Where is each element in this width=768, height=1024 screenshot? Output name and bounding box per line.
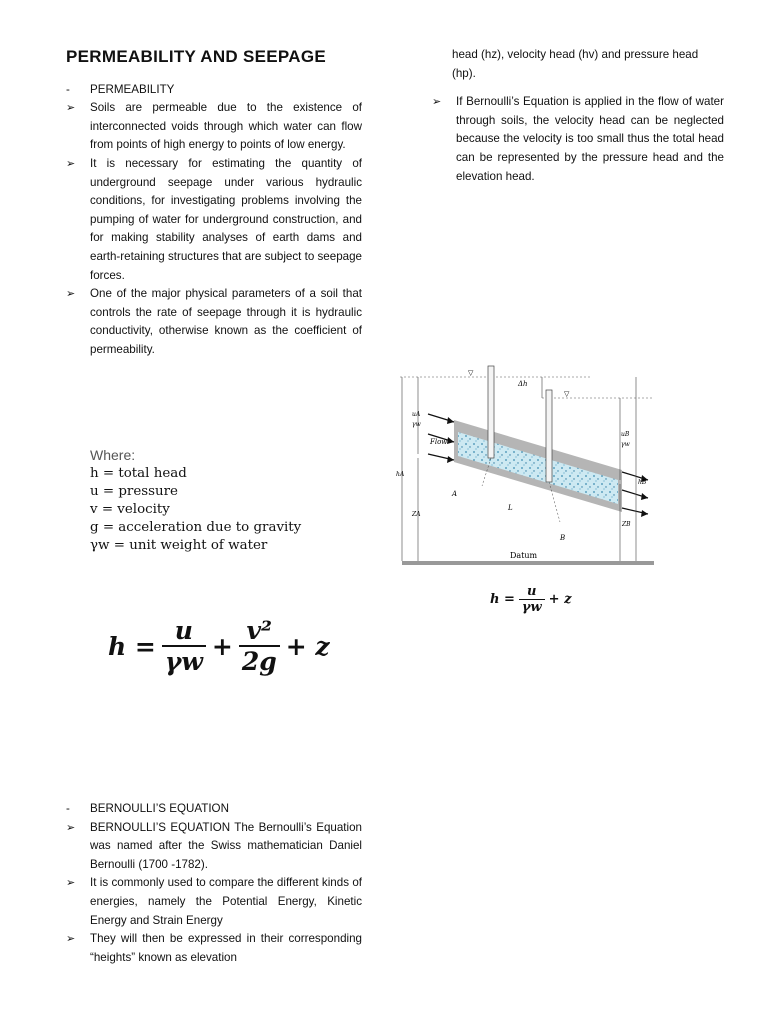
bernoulli-equation: [108, 616, 330, 676]
datum-base: [402, 561, 654, 565]
seepage-diagram: [392, 362, 664, 574]
where-legend: [90, 446, 301, 555]
length-label: L: [508, 504, 513, 512]
pressure-head-fraction: [519, 584, 545, 615]
flow-arrow-head: [447, 417, 454, 424]
frac-denominator: 2g: [241, 647, 277, 676]
legend-item: u = pressure: [90, 484, 178, 499]
point-b-label: B: [560, 534, 566, 542]
flow-arrow-head: [447, 456, 454, 463]
water-table-icon: ▽: [468, 370, 474, 377]
heading-text: BERNOULLI’S EQUATION: [90, 802, 229, 815]
point-a-label: A: [452, 490, 458, 498]
eq-tail: + z: [285, 631, 330, 661]
velocity-head-fraction: [239, 616, 280, 676]
piezometer-b: [546, 390, 552, 482]
ub-label: uB: [621, 431, 630, 438]
datum-label: Datum: [510, 551, 538, 560]
eq-plus: +: [211, 631, 233, 661]
bullet-item: ➢ Soils are permeable due to the existence of interconnected voids through which water can flow from points of high energy to points of low energy.: [66, 99, 362, 155]
flow-arrow-head: [447, 437, 454, 444]
pressure-head-fraction: [162, 616, 206, 676]
flow-arrow-head: [641, 510, 648, 517]
bullet-item: ➢ One of the major physical parameters of a soil that controls the rate of seepage through it is hydraulic conductivity, otherwise known as the coefficient of permeability.: [66, 285, 362, 359]
bullet-item: ➢ It is necessary for estimating the quantity of underground seepage under various hydraulic conditions, for investigating problems involving the pumping of water for underground construction, and for making stability analyses of earth dams and earth-retaining structures that are subject to seepage forces.: [66, 155, 362, 285]
flow-arrow-head: [641, 493, 648, 500]
dash-marker: -: [66, 802, 70, 815]
eq-lhs: h =: [490, 592, 515, 607]
frac-numerator: u: [162, 616, 206, 647]
section-bernoulli-heading: [66, 800, 362, 819]
eq-tail: + z: [548, 592, 572, 607]
frac-denominator: γw: [521, 600, 542, 615]
za-label: ZA: [412, 511, 421, 518]
bullet-item: ➢ BERNOULLI’S EQUATION The Bernoulli’s Equation was named after the Swiss mathematician Daniel Bernoulli (1700 -1782).: [66, 819, 362, 875]
eq-lhs: h =: [108, 631, 156, 661]
gw-label: γw: [621, 441, 630, 448]
piezometer-a: [488, 366, 494, 458]
bullet-item: ➢ If Bernoulli’s Equation is applied in the flow of water through soils, the velocity head can be neglected because the velocity is too small thus the total head can be represented by the pressure head and the elevation head.: [432, 93, 724, 186]
zb-label: ZB: [622, 521, 631, 528]
dh-label: Δh: [518, 380, 528, 388]
where-title: Where:: [90, 447, 136, 463]
frac-numerator: u: [519, 584, 545, 600]
legend-item: g = acceleration due to gravity: [90, 520, 302, 535]
bernoulli-section: [66, 800, 362, 967]
legend-item: v = velocity: [90, 502, 170, 517]
hb-label: hB: [638, 479, 647, 486]
flow-label: Flow: [430, 438, 448, 446]
bernoulli-bullets: [66, 819, 362, 968]
ua-label: uA: [412, 411, 421, 418]
section-permeability-heading: [66, 81, 362, 100]
frac-denominator: γw: [164, 647, 203, 676]
continued-text: head (hz), velocity head (hv) and pressure head (hp).: [452, 48, 699, 80]
frac-numerator: v²: [239, 616, 280, 647]
gw-label: γw: [412, 421, 421, 428]
permeability-bullets: [66, 99, 362, 359]
heading-text: PERMEABILITY: [90, 82, 175, 96]
simplified-equation: [490, 584, 571, 615]
right-column: [432, 46, 724, 186]
right-bullets: [432, 93, 724, 186]
legend-item: γw = unit weight of water: [90, 538, 268, 553]
water-table-icon: ▽: [564, 391, 570, 398]
bullet-item: ➢ It is commonly used to compare the different kinds of energies, namely the Potential Energy, Kinetic Energy and Strain Energy: [66, 874, 362, 930]
page-title: PERMEABILITY AND SEEPAGE: [66, 47, 327, 66]
bullet-item: ➢ They will then be expressed in their corresponding “heights” known as elevation: [66, 930, 362, 967]
left-column: [66, 48, 362, 360]
legend-item: h = total head: [90, 466, 187, 481]
ha-label: hA: [396, 471, 405, 478]
dash-marker: -: [66, 82, 70, 96]
